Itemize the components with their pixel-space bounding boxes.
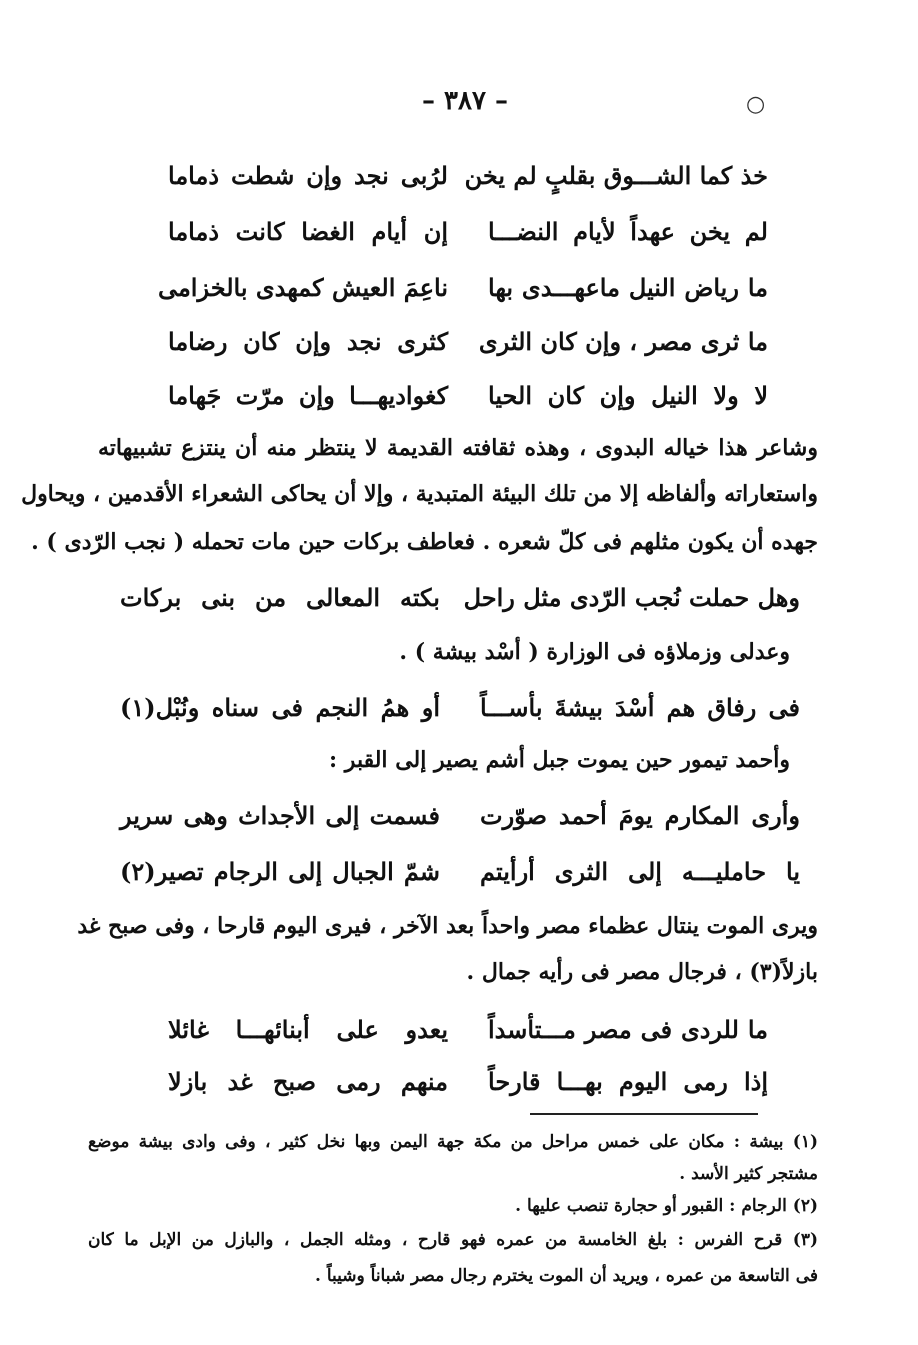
verse-first-hemistich: لا ولا النيل وإن كان الحيا [488, 381, 768, 410]
verse-line [168, 376, 768, 416]
prose-line: وأحمد تيمور حين يموت جبل أشم يصير إلى القبر : [329, 747, 790, 773]
footnote-line: (٣) قرح الفرس : بلغ الخامسة من عمره فهو قارح ، ومثله الجمل ، والبازل من الإبل ما كان [88, 1230, 818, 1250]
footnote-line: مشتجر كثير الأسد . [679, 1164, 818, 1184]
verse-first-hemistich: لم يخن عهداً لأيام النضـــا [488, 217, 768, 246]
prose-line: جهده أن يكون مثلهم فى كلّ شعره . فعاطف بركات حين مات تحمله ( نجب الرّدى ) . [31, 529, 818, 555]
verse-first-hemistich: يا حامليـــه إلى الثرى أرأيتم [480, 857, 800, 886]
verse-second-hemistich: إن أيام الغضا كانت ذماما [168, 217, 448, 246]
verse-second-hemistich: فسمت إلى الأجداث وهى سرير [120, 801, 440, 830]
verse-second-hemistich: يعدو على أبنائهـــا غائلا [168, 1015, 448, 1044]
verse-second-hemistich: أو همُ النجم فى سناه ونُبْل(١) [120, 693, 440, 722]
prose-line: ويرى الموت ينتال عظماء مصر واحداً بعد الآخر ، فيرى اليوم قارحا ، وفى صبح غد [77, 913, 818, 939]
prose-line: واستعاراته وألفاظه إلا من تلك البيئة المتبدية ، وإلا أن يحاكى الشعراء الأقدمين ، ويحاول [21, 481, 818, 507]
verse-first-hemistich: ما رياض النيل ماعهـــدى بها [488, 273, 768, 302]
prose-line: وعدلى وزملاؤه فى الوزارة ( أسْد بيشة ) . [399, 639, 790, 665]
verse-second-hemistich: كثرى نجد وإن كان رضاما [168, 327, 448, 356]
prose-line: وشاعر هذا خياله البدوى ، وهذه ثقافته القديمة لا ينتظر منه أن ينتزع تشبيهاته [98, 435, 818, 461]
verse-second-hemistich: شمّ الجبال إلى الرجام تصير(٢) [120, 857, 440, 886]
verse-first-hemistich: وهل حملت نُجب الرّدى مثل راحل [463, 583, 800, 612]
verse-line [168, 212, 768, 252]
verse-line [120, 688, 800, 728]
verse-line [120, 852, 800, 892]
verse-line [168, 156, 768, 196]
verse-second-hemistich: كغواديهـــا وإن مرّت جَهاما [168, 381, 448, 410]
footnote-line: فى التاسعة من عمره ، ويريد أن الموت يخترم رجال مصر شباناً وشيباً . [315, 1266, 818, 1286]
verse-second-hemistich: منهم رمى صبح غد بازلا [168, 1067, 448, 1096]
verse-line [120, 578, 800, 618]
verse-first-hemistich: فى رفاق هم أسْدَ بيشةَ بأســـاً [480, 693, 800, 722]
footnote-separator [530, 1113, 758, 1115]
verse-first-hemistich: ما للردى فى مصر مـــتأسداً [488, 1015, 768, 1044]
verse-line [168, 322, 768, 362]
verse-second-hemistich: لرُبى نجد وإن شطت ذماما [168, 161, 448, 190]
verse-line [168, 1010, 768, 1050]
page-corner-mark: ○ [746, 92, 766, 117]
verse-line [157, 268, 768, 308]
verse-first-hemistich: وأرى المكارم يومَ أحمد صوّرت [480, 801, 800, 830]
footnote-line: (٢) الرجام : القبور أو حجارة تنصب عليها . [515, 1196, 818, 1216]
verse-first-hemistich: خذ كما الشـــوق بقلبٍ لم يخن [464, 161, 768, 190]
verse-line [120, 796, 800, 836]
footnote-line: (١) بيشة : مكان على خمس مراحل من مكة جهة اليمن وبها نخل كثير ، وفى وادى بيشة موضع [88, 1132, 818, 1152]
page-number: – ٣٨٧ – [421, 86, 509, 116]
verse-first-hemistich: إذا رمى اليوم بهـــا قارحاً [488, 1067, 768, 1096]
verse-line [168, 1062, 768, 1102]
verse-second-hemistich: بكته المعالى من بنى بركات [120, 583, 440, 612]
prose-line: بازلاً(٣) ، فرجال مصر فى رأيه جمال . [466, 959, 818, 985]
verse-second-hemistich: ناعِمَ العيش كمهدى بالخزامى [157, 273, 448, 302]
verse-first-hemistich: ما ثرى مصر ، وإن كان الثرى [478, 327, 768, 356]
